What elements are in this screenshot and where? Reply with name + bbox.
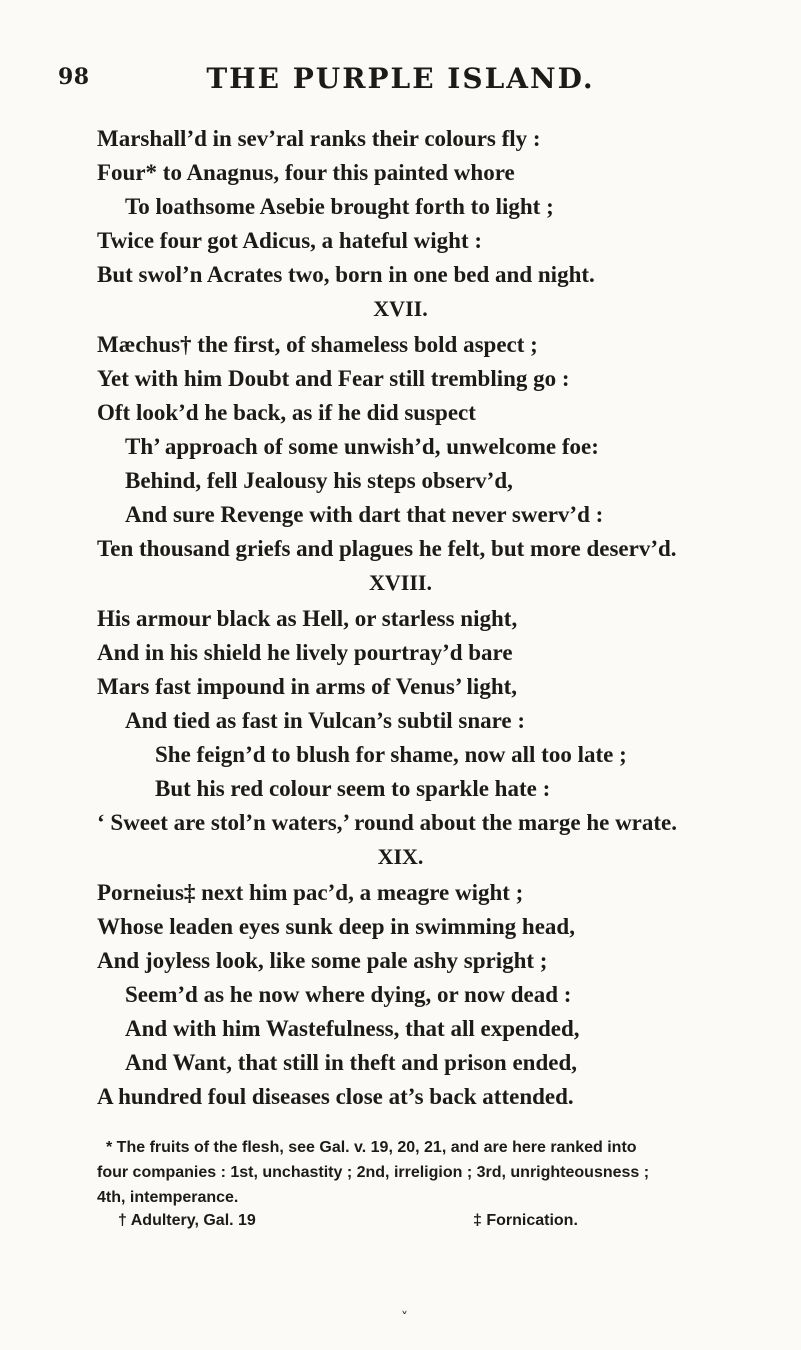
page-header bbox=[0, 64, 801, 104]
poem-line: And with him Wastefulness, that all expended, bbox=[125, 1016, 580, 1041]
page-number: 98 bbox=[58, 64, 90, 90]
poem-line: And joyless look, like some pale ashy spright ; bbox=[97, 948, 548, 973]
stanza-number: XVII. bbox=[373, 296, 428, 321]
printer-mark: ˅ bbox=[401, 1310, 408, 1326]
poem-line: His armour black as Hell, or starless night, bbox=[97, 606, 518, 631]
poem-line: To loathsome Asebie brought forth to light ; bbox=[125, 194, 554, 219]
footnote: four companies : 1st, unchastity ; 2nd, irreligion ; 3rd, unrighteousness ; bbox=[97, 1164, 650, 1181]
poem-line: And sure Revenge with dart that never swerv’d : bbox=[125, 502, 604, 527]
running-head: THE PURPLE ISLAND. bbox=[206, 62, 595, 95]
poem-line: And in his shield he lively pourtray’d bare bbox=[97, 640, 513, 665]
poem-line: Twice four got Adicus, a hateful wight : bbox=[97, 228, 483, 253]
poem-line: Whose leaden eyes sunk deep in swimming head, bbox=[97, 914, 575, 939]
poem-line: But swol’n Acrates two, born in one bed and night. bbox=[97, 262, 595, 287]
footnote: ‡ Fornication. bbox=[473, 1212, 578, 1229]
poem-line: But his red colour seem to sparkle hate : bbox=[155, 776, 551, 801]
poem-line: Yet with him Doubt and Fear still trembling go : bbox=[97, 366, 570, 391]
poem-line: Seem’d as he now where dying, or now dead : bbox=[125, 982, 572, 1007]
poem-line: A hundred foul diseases close at’s back attended. bbox=[97, 1084, 574, 1109]
poem-line: Four* to Anagnus, four this painted whore bbox=[97, 160, 515, 185]
poem-line: And Want, that still in theft and prison ended, bbox=[125, 1050, 578, 1075]
poem-line: Mars fast impound in arms of Venus’ light, bbox=[97, 674, 518, 699]
footnote: † Adultery, Gal. 19 bbox=[118, 1212, 256, 1229]
poem-line: Porneius‡ next him pac’d, a meagre wight ; bbox=[97, 880, 524, 905]
stanza-number: XVIII. bbox=[369, 570, 432, 595]
poem-line: Oft look’d he back, as if he did suspect bbox=[97, 400, 476, 425]
stanza-number: XIX. bbox=[377, 844, 424, 869]
footnote: * The fruits of the flesh, see Gal. v. 19, 20, 21, and are here ranked into bbox=[106, 1139, 637, 1156]
poem-line: Marshall’d in sev’ral ranks their colours fly : bbox=[97, 126, 541, 151]
poem-line: Th’ approach of some unwish’d, unwelcome foe: bbox=[125, 434, 599, 459]
poem-line: Mæchus† the first, of shameless bold aspect ; bbox=[97, 332, 538, 357]
poem-line: And tied as fast in Vulcan’s subtil snare : bbox=[125, 708, 526, 733]
poem-line: Ten thousand griefs and plagues he felt, but more deserv’d. bbox=[97, 536, 677, 561]
poem-line: Behind, fell Jealousy his steps observ’d, bbox=[125, 468, 513, 493]
poem-line: ‘ Sweet are stol’n waters,’ round about the marge he wrate. bbox=[97, 810, 678, 835]
poem-line: She feign’d to blush for shame, now all too late ; bbox=[155, 742, 627, 767]
footnote: 4th, intemperance. bbox=[97, 1189, 239, 1206]
